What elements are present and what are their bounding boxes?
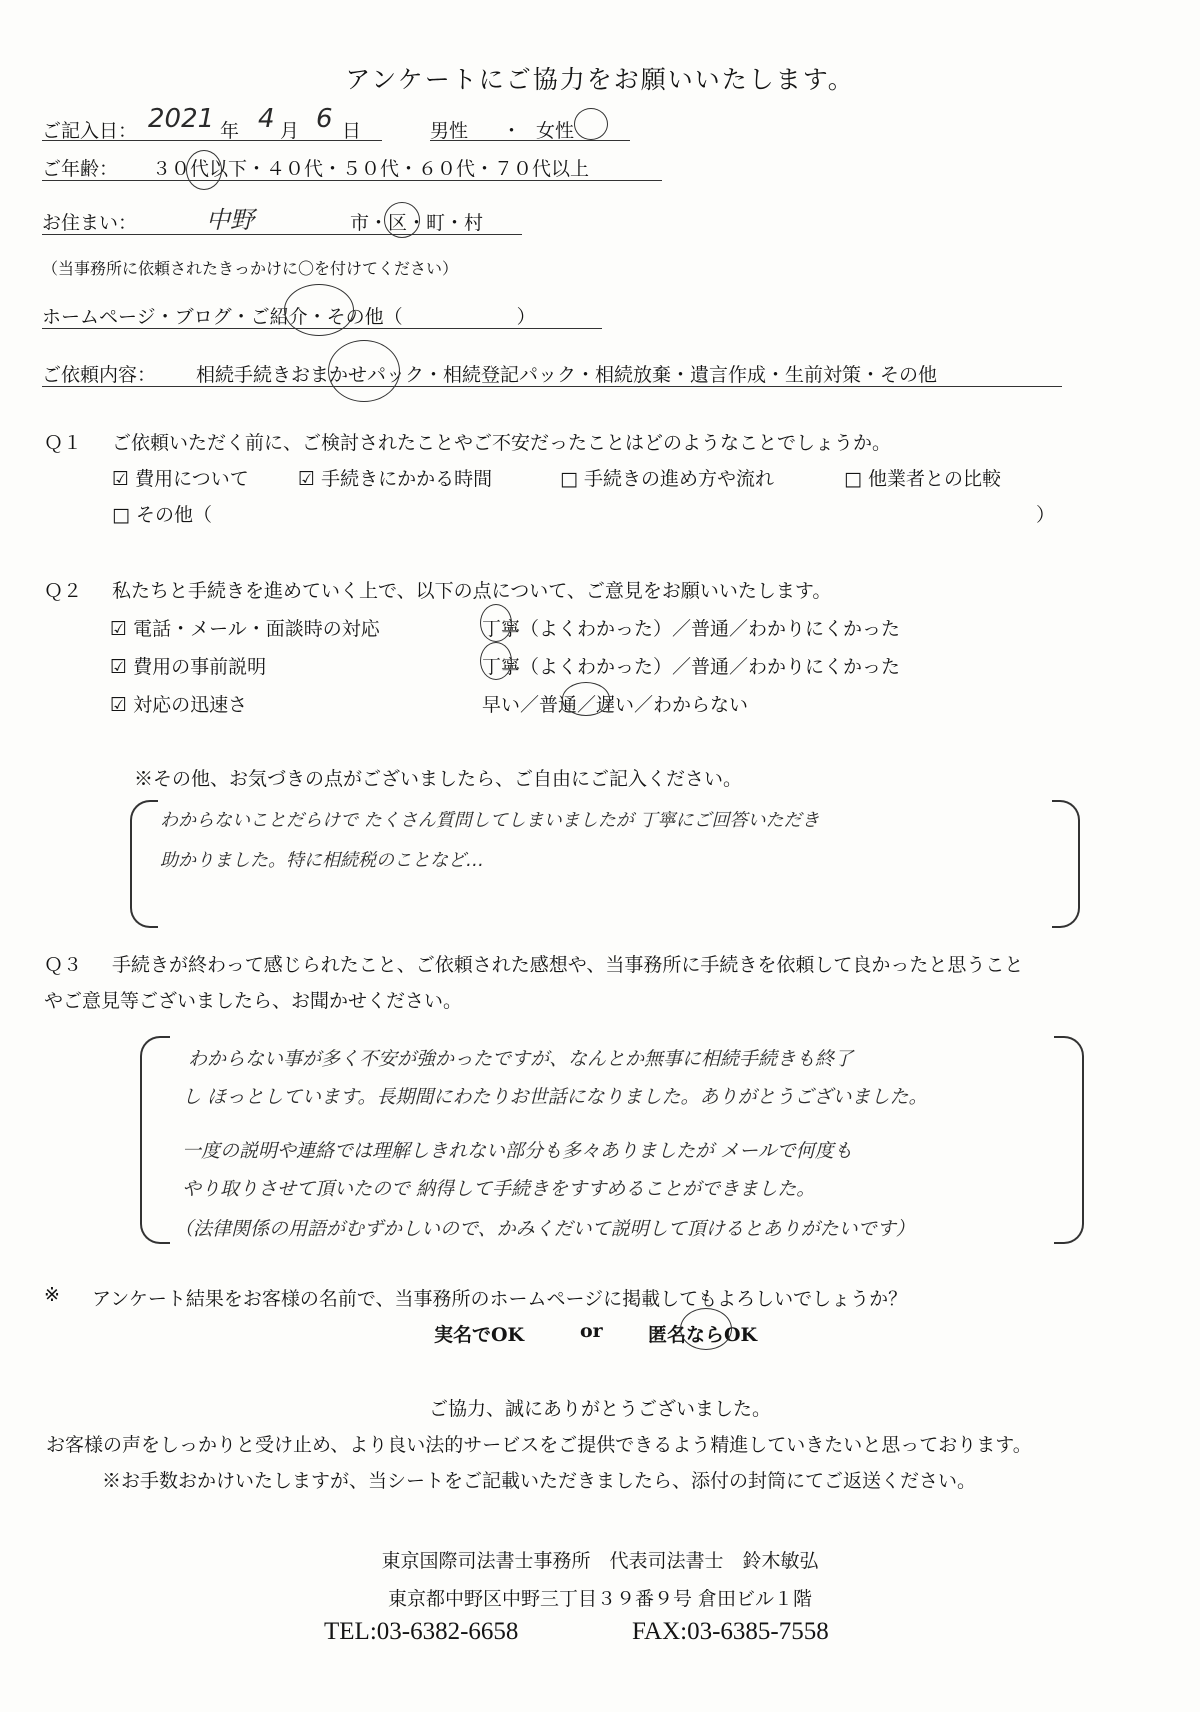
q3-comment-line-5: （法律関係の用語がむずかしいので、かみくだいて説明して頂けるとありがたいです） (174, 1218, 915, 1240)
q3-comment-bracket-left (140, 1036, 170, 1244)
q2-number: Ｑ２ (44, 580, 83, 602)
publish-option-anon[interactable]: 匿名ならOK (648, 1324, 758, 1346)
request-underline (42, 386, 1062, 387)
q3-comment-bracket-right (1054, 1036, 1084, 1244)
date-day-unit: 日 (342, 120, 362, 142)
trigger-options[interactable]: ホームページ・ブログ・ご紹介・その他（ ） (42, 306, 536, 328)
q2-comment-bracket-right (1052, 800, 1080, 928)
q1-option-5[interactable] (112, 500, 212, 527)
footer-tel: TEL:03-6382-6658 (324, 1618, 519, 1645)
q1-question: ご依頼いただく前に、ご検討されたことやご不安だったことはどのようなことでしょうか。 (112, 432, 892, 454)
request-selected-circle (328, 340, 400, 402)
q2-item-2[interactable] (110, 652, 266, 679)
age-label: ご年齢： (42, 158, 119, 180)
gender-male[interactable]: 男性 (430, 120, 469, 142)
footer-office: 東京国際司法書士事務所 代表司法書士 鈴木敏弘 (381, 1550, 819, 1572)
q2-item-1-scale[interactable]: 丁寧（よくわかった）／普通／わかりにくかった (482, 618, 901, 640)
q3-comment-line-2: し ほっとしています。長期間にわたりお世話になりました。ありがとうございました。 (182, 1086, 928, 1108)
age-selected-circle (186, 150, 222, 190)
q2-item-3-selected-circle (562, 682, 610, 716)
q3-question-line-1: 手続きが終わって感じられたこと、ご依頼された感想や、当事務所に手続きを依頼して良かったと思うこと (112, 954, 1024, 976)
q1-number: Ｑ１ (44, 432, 83, 454)
q1-option-1[interactable] (112, 464, 249, 491)
checkbox-checked-icon: ☑ (110, 656, 128, 678)
q3-question-line-2: やご意見等ございましたら、お聞かせください。 (44, 990, 463, 1012)
q2-item-1-selected-circle (480, 604, 512, 642)
publish-mark: ※ (44, 1284, 60, 1306)
page-title: アンケートにご協力をお願いいたします。 (345, 65, 855, 94)
q3-comment-line-3: 一度の説明や連絡では理解しきれない部分も多々ありましたが メールで何度も (182, 1140, 853, 1162)
q2-item-2-selected-circle (480, 642, 512, 680)
age-underline (42, 180, 662, 181)
q1-option-3[interactable] (560, 464, 774, 491)
footer-address: 東京都中野区中野三丁目３９番９号 倉田ビル１階 (387, 1588, 813, 1610)
q2-item-label: 電話・メール・面談時の対応 (133, 618, 380, 640)
q2-other-prompt: ※その他、お気づきの点がございましたら、ご自由にご記入ください。 (134, 768, 743, 790)
checkbox-empty-icon: □ (844, 468, 862, 490)
checkbox-checked-icon: □ (560, 468, 578, 490)
q1-option-label: 費用について (135, 468, 249, 490)
checkbox-checked-icon: ☑ (110, 694, 128, 716)
q1-option-label: 手続きにかかる時間 (321, 468, 493, 490)
q2-question: 私たちと手続きを進めていく上で、以下の点について、ご意見をお願いいたします。 (112, 580, 832, 602)
q2-item-3-scale[interactable]: 早い／普通／遅い／わからない (482, 694, 749, 716)
date-month-unit: 月 (280, 120, 300, 142)
q2-item-label: 対応の迅速さ (133, 694, 248, 716)
publish-option-real[interactable]: 実名でOK (434, 1324, 525, 1346)
q1-option-2[interactable] (298, 464, 492, 491)
request-label: ご依頼内容： (42, 364, 157, 386)
q2-item-2-scale[interactable]: 丁寧（よくわかった）／普通／わかりにくかった (482, 656, 901, 678)
address-label: お住まい： (42, 212, 138, 234)
date-day-handwritten: 6 (316, 104, 333, 134)
q1-option-label: その他（ (136, 504, 213, 526)
thanks-line-1: ご協力、誠にありがとうございました。 (428, 1398, 771, 1420)
gender-sep: ・ (502, 120, 522, 142)
q1-option-label: 手続きの進め方や流れ (584, 468, 775, 490)
q1-option-label: 他業者との比較 (868, 468, 1002, 490)
gender-underline (430, 140, 630, 141)
trigger-underline (42, 328, 602, 329)
q1-option-4[interactable] (844, 464, 1001, 491)
address-selected-circle (384, 202, 420, 238)
gender-female-circle (574, 108, 608, 140)
footer-fax: FAX:03-6385-7558 (632, 1618, 829, 1645)
q2-item-1[interactable] (110, 614, 380, 641)
checkbox-empty-icon: □ (112, 504, 130, 526)
request-options[interactable]: 相続手続きおまかせパック・相続登記パック・相続放棄・遺言作成・生前対策・その他 (196, 364, 938, 386)
date-label: ご記入日： (42, 120, 138, 142)
q3-comment-line-4: やり取りさせて頂いたので 納得して手続きをすすめることができました。 (182, 1178, 816, 1200)
q2-comment-line-1: わからないことだらけで たくさん質問してしまいましたが 丁寧にご回答いただき (160, 810, 820, 831)
q3-number: Ｑ３ (44, 954, 83, 976)
address-handwritten: 中野 (206, 206, 254, 234)
q3-comment-line-1: わからない事が多く不安が強かったですが、なんとか無事に相続手続きも終了 (188, 1048, 854, 1070)
checkbox-checked-icon: ☑ (112, 468, 130, 490)
q2-item-label: 費用の事前説明 (133, 656, 267, 678)
q2-comment-line-2: 助かりました。特に相続税のことなど… (160, 850, 484, 871)
q1-other-close: ） (1036, 504, 1056, 526)
trigger-note: （当事務所に依頼されたきっかけに〇を付けてください） (42, 259, 459, 278)
checkbox-checked-icon: ☑ (298, 468, 316, 490)
date-month-handwritten: 4 (258, 104, 275, 134)
q2-item-3[interactable] (110, 690, 247, 717)
address-options[interactable]: 市・区・町・村 (350, 212, 484, 234)
date-underline (42, 140, 382, 141)
q2-comment-bracket-left (130, 800, 158, 928)
thanks-line-2: お客様の声をしっかりと受け止め、より良い法的サービスをご提供できるよう精進していきたいと思っております。 (46, 1434, 1032, 1456)
publish-selected-circle (680, 1308, 732, 1350)
publish-or: or (580, 1320, 603, 1342)
publish-question: アンケート結果をお客様の名前で、当事務所のホームページに掲載してもよろしいでしょうか？ (92, 1288, 908, 1310)
age-options[interactable]: ３０代以下・４０代・５０代・６０代・７０代以上 (152, 158, 590, 180)
date-year-unit: 年 (220, 120, 240, 142)
gender-female[interactable]: 女性 (536, 120, 575, 142)
address-underline (42, 234, 522, 235)
date-year-handwritten: 2021 (148, 104, 215, 134)
thanks-line-3: ※お手数おかけいたしますが、当シートをご記載いただきましたら、添付の封筒にてご返送ください。 (102, 1470, 977, 1492)
checkbox-checked-icon: ☑ (110, 618, 128, 640)
